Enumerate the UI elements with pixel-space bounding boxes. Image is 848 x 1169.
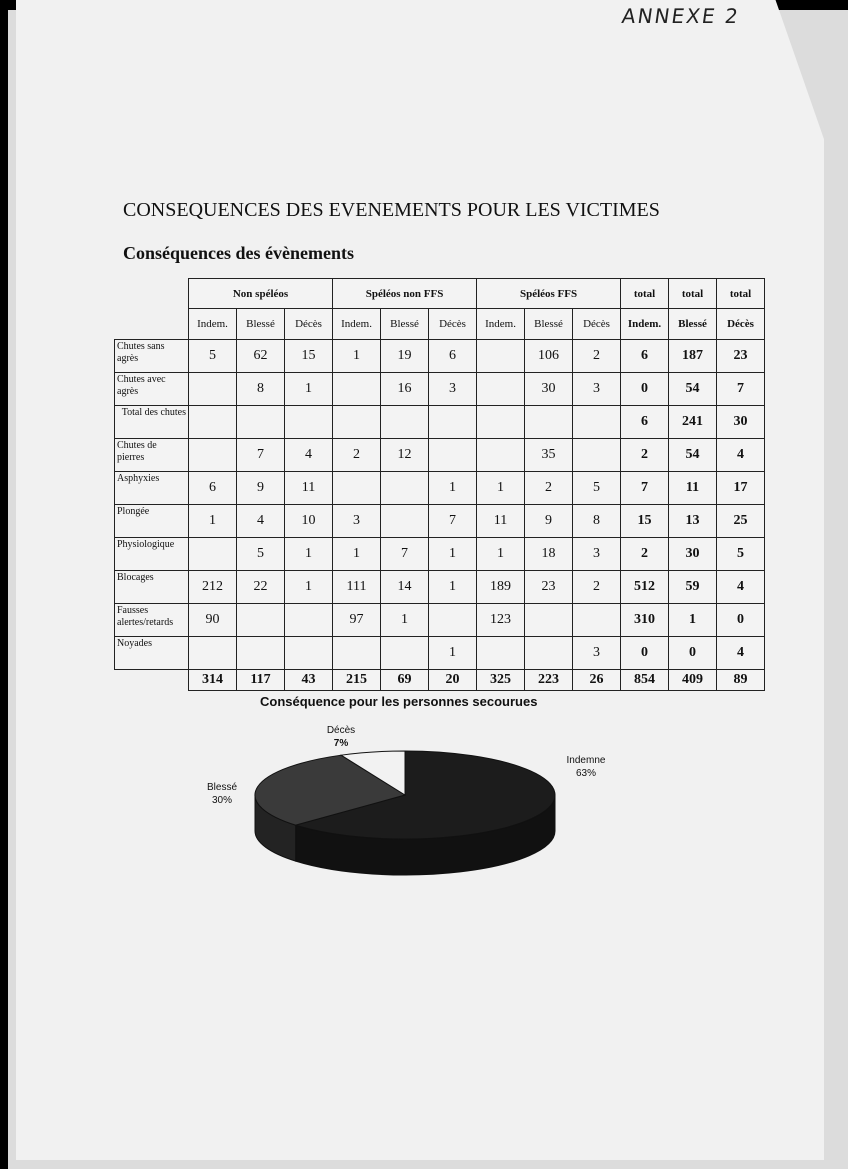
table-cell: 2 bbox=[621, 537, 669, 570]
table-cell bbox=[477, 438, 525, 471]
total-cell: 325 bbox=[477, 669, 525, 690]
column-header: Blessé bbox=[525, 309, 573, 340]
table-cell: 3 bbox=[573, 636, 621, 669]
pie-label-value: 63% bbox=[575, 768, 596, 779]
corner-cell bbox=[115, 309, 189, 340]
pie-label-text: Indemne bbox=[566, 755, 606, 766]
table-cell: 4 bbox=[237, 504, 285, 537]
table-cell: 106 bbox=[525, 339, 573, 372]
total-cell: 854 bbox=[621, 669, 669, 690]
total-cell: 314 bbox=[189, 669, 237, 690]
table-cell: 8 bbox=[237, 372, 285, 405]
table-cell: 5 bbox=[717, 537, 765, 570]
group-header-row bbox=[115, 279, 765, 309]
row-label: Chutes de pierres bbox=[115, 438, 189, 471]
table-cell: 7 bbox=[237, 438, 285, 471]
table-row bbox=[115, 372, 765, 405]
table-cell: 11 bbox=[477, 504, 525, 537]
table-cell: 4 bbox=[717, 438, 765, 471]
table-cell bbox=[333, 471, 381, 504]
table-cell: 15 bbox=[621, 504, 669, 537]
table-cell: 189 bbox=[477, 570, 525, 603]
table-row bbox=[115, 339, 765, 372]
table-row bbox=[115, 438, 765, 471]
table-cell: 0 bbox=[621, 636, 669, 669]
pie-chart bbox=[230, 720, 570, 890]
table-cell: 7 bbox=[381, 537, 429, 570]
table-row bbox=[115, 471, 765, 504]
table-cell: 1 bbox=[381, 603, 429, 636]
group-header: total bbox=[621, 279, 669, 309]
table-cell: 1 bbox=[285, 372, 333, 405]
table-cell: 22 bbox=[237, 570, 285, 603]
table-cell: 4 bbox=[717, 570, 765, 603]
table-cell bbox=[525, 636, 573, 669]
column-header: Indem. bbox=[477, 309, 525, 340]
table-cell bbox=[573, 405, 621, 438]
table-cell bbox=[333, 405, 381, 438]
table-cell: 16 bbox=[381, 372, 429, 405]
pie-label-deces bbox=[316, 724, 366, 750]
table-cell bbox=[285, 603, 333, 636]
table-cell: 23 bbox=[525, 570, 573, 603]
row-label: Chutes avec agrès bbox=[115, 372, 189, 405]
table-cell: 10 bbox=[285, 504, 333, 537]
table-row bbox=[115, 537, 765, 570]
table-cell: 5 bbox=[573, 471, 621, 504]
row-label: Asphyxies bbox=[115, 471, 189, 504]
table-cell: 1 bbox=[477, 537, 525, 570]
table-cell bbox=[381, 636, 429, 669]
table-cell: 212 bbox=[189, 570, 237, 603]
table-cell bbox=[189, 438, 237, 471]
table-cell: 3 bbox=[333, 504, 381, 537]
table-row bbox=[115, 405, 765, 438]
table-cell bbox=[333, 636, 381, 669]
table-cell: 3 bbox=[573, 372, 621, 405]
table-cell: 62 bbox=[237, 339, 285, 372]
corner-cell bbox=[115, 279, 189, 309]
table-cell bbox=[237, 405, 285, 438]
table-cell bbox=[573, 438, 621, 471]
table-row bbox=[115, 603, 765, 636]
table-cell: 30 bbox=[669, 537, 717, 570]
table-cell: 1 bbox=[333, 339, 381, 372]
pie-label-value: 7% bbox=[333, 738, 349, 749]
total-cell: 117 bbox=[237, 669, 285, 690]
table-cell: 9 bbox=[237, 471, 285, 504]
table-cell: 2 bbox=[573, 570, 621, 603]
table-cell: 6 bbox=[621, 405, 669, 438]
totals-row bbox=[115, 669, 765, 690]
section-subtitle: Conséquences des évènements bbox=[123, 243, 354, 263]
table-cell bbox=[381, 471, 429, 504]
table-cell bbox=[381, 405, 429, 438]
consequences-table bbox=[114, 278, 765, 691]
table-cell: 1 bbox=[429, 471, 477, 504]
table-cell bbox=[525, 603, 573, 636]
table-cell: 0 bbox=[621, 372, 669, 405]
totals-label-cell bbox=[115, 669, 189, 690]
group-header: Non spéléos bbox=[189, 279, 333, 309]
table-cell: 2 bbox=[525, 471, 573, 504]
table-cell: 9 bbox=[525, 504, 573, 537]
pie-label-indemne bbox=[556, 754, 616, 780]
column-header: Indem. bbox=[189, 309, 237, 340]
table-cell: 4 bbox=[717, 636, 765, 669]
row-label: Chutes sans agrès bbox=[115, 339, 189, 372]
table-cell: 90 bbox=[189, 603, 237, 636]
table-cell: 1 bbox=[285, 570, 333, 603]
table-cell: 2 bbox=[573, 339, 621, 372]
table-cell: 3 bbox=[573, 537, 621, 570]
table-cell bbox=[429, 438, 477, 471]
table-cell: 1 bbox=[477, 471, 525, 504]
total-cell: 20 bbox=[429, 669, 477, 690]
row-label: Plongée bbox=[115, 504, 189, 537]
table-cell: 30 bbox=[717, 405, 765, 438]
table-cell: 2 bbox=[333, 438, 381, 471]
table-cell bbox=[237, 636, 285, 669]
table-cell: 1 bbox=[669, 603, 717, 636]
table-cell bbox=[189, 405, 237, 438]
table-row bbox=[115, 570, 765, 603]
subheader-row bbox=[115, 309, 765, 340]
total-cell: 215 bbox=[333, 669, 381, 690]
column-header: Décès bbox=[717, 309, 765, 340]
column-header: Décès bbox=[573, 309, 621, 340]
table-cell: 5 bbox=[237, 537, 285, 570]
table-cell: 25 bbox=[717, 504, 765, 537]
row-label: Noyades bbox=[115, 636, 189, 669]
table-cell: 111 bbox=[333, 570, 381, 603]
table-cell bbox=[285, 636, 333, 669]
table-cell: 11 bbox=[669, 471, 717, 504]
table-cell bbox=[333, 372, 381, 405]
total-cell: 43 bbox=[285, 669, 333, 690]
table-cell bbox=[237, 603, 285, 636]
column-header: Indem. bbox=[333, 309, 381, 340]
page-title: CONSEQUENCES DES EVENEMENTS POUR LES VICTIMES bbox=[123, 199, 660, 221]
row-label: Total des chutes bbox=[115, 405, 189, 438]
table-cell: 8 bbox=[573, 504, 621, 537]
group-header: Spéléos non FFS bbox=[333, 279, 477, 309]
table-cell bbox=[477, 372, 525, 405]
table-cell bbox=[429, 405, 477, 438]
column-header: Blessé bbox=[669, 309, 717, 340]
total-cell: 223 bbox=[525, 669, 573, 690]
table-cell: 19 bbox=[381, 339, 429, 372]
table-cell bbox=[429, 603, 477, 636]
table-cell: 54 bbox=[669, 372, 717, 405]
table-cell: 123 bbox=[477, 603, 525, 636]
group-header: total bbox=[717, 279, 765, 309]
pie-label-text: Décès bbox=[326, 725, 356, 736]
table-row bbox=[115, 636, 765, 669]
table-cell: 4 bbox=[285, 438, 333, 471]
table-cell: 59 bbox=[669, 570, 717, 603]
column-header: Blessé bbox=[237, 309, 285, 340]
total-cell: 26 bbox=[573, 669, 621, 690]
table-cell bbox=[477, 405, 525, 438]
column-header: Indem. bbox=[621, 309, 669, 340]
total-cell: 409 bbox=[669, 669, 717, 690]
total-cell: 89 bbox=[717, 669, 765, 690]
table-cell: 310 bbox=[621, 603, 669, 636]
table-cell: 512 bbox=[621, 570, 669, 603]
table-cell: 1 bbox=[429, 537, 477, 570]
group-header: total bbox=[669, 279, 717, 309]
pie-label-blesse bbox=[192, 781, 252, 807]
table-cell: 6 bbox=[189, 471, 237, 504]
table-cell: 6 bbox=[429, 339, 477, 372]
table-cell: 23 bbox=[717, 339, 765, 372]
table-cell: 5 bbox=[189, 339, 237, 372]
table-cell: 0 bbox=[717, 603, 765, 636]
table-cell: 1 bbox=[189, 504, 237, 537]
table-cell: 1 bbox=[285, 537, 333, 570]
table-cell: 1 bbox=[429, 636, 477, 669]
table-cell: 3 bbox=[429, 372, 477, 405]
table-cell: 187 bbox=[669, 339, 717, 372]
table-cell: 7 bbox=[429, 504, 477, 537]
table-cell bbox=[189, 537, 237, 570]
table-cell: 1 bbox=[429, 570, 477, 603]
table-cell: 54 bbox=[669, 438, 717, 471]
row-label: Blocages bbox=[115, 570, 189, 603]
table-cell: 17 bbox=[717, 471, 765, 504]
table-cell: 97 bbox=[333, 603, 381, 636]
table-cell: 12 bbox=[381, 438, 429, 471]
table-row bbox=[115, 504, 765, 537]
table-cell: 30 bbox=[525, 372, 573, 405]
table-cell: 0 bbox=[669, 636, 717, 669]
table-cell: 18 bbox=[525, 537, 573, 570]
table-cell: 14 bbox=[381, 570, 429, 603]
table-cell bbox=[189, 372, 237, 405]
column-header: Décès bbox=[429, 309, 477, 340]
table-cell: 6 bbox=[621, 339, 669, 372]
row-label: Physiologique bbox=[115, 537, 189, 570]
chart-title: Conséquence pour les personnes secourues bbox=[260, 694, 538, 709]
table-cell: 241 bbox=[669, 405, 717, 438]
table-cell bbox=[381, 504, 429, 537]
table-cell bbox=[525, 405, 573, 438]
table-cell: 2 bbox=[621, 438, 669, 471]
group-header: Spéléos FFS bbox=[477, 279, 621, 309]
table-cell: 1 bbox=[333, 537, 381, 570]
table-cell bbox=[477, 339, 525, 372]
table-cell bbox=[477, 636, 525, 669]
annex-stamp: ANNEXE 2 bbox=[620, 4, 742, 28]
pie-label-text: Blessé bbox=[206, 782, 237, 793]
table-cell bbox=[285, 405, 333, 438]
table-cell: 7 bbox=[717, 372, 765, 405]
table-cell: 35 bbox=[525, 438, 573, 471]
pie-label-value: 30% bbox=[211, 795, 232, 806]
table-cell: 13 bbox=[669, 504, 717, 537]
total-cell: 69 bbox=[381, 669, 429, 690]
row-label: Fausses alertes/retards bbox=[115, 603, 189, 636]
table-cell bbox=[189, 636, 237, 669]
table-cell bbox=[573, 603, 621, 636]
table-cell: 15 bbox=[285, 339, 333, 372]
column-header: Blessé bbox=[381, 309, 429, 340]
table-body bbox=[115, 339, 765, 690]
column-header: Décès bbox=[285, 309, 333, 340]
table-cell: 11 bbox=[285, 471, 333, 504]
table-cell: 7 bbox=[621, 471, 669, 504]
